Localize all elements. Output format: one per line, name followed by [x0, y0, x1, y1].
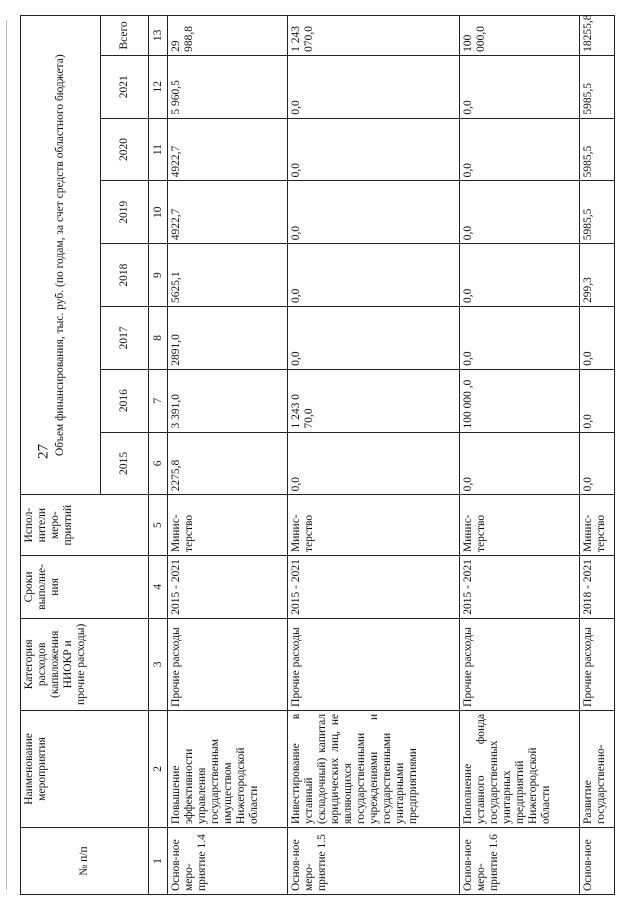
column-number: 2 — [149, 710, 168, 827]
header-year: 2018 — [101, 244, 149, 307]
row-value: 4922,7 — [168, 118, 288, 181]
row-value: 1 243 0 70,0 — [288, 369, 460, 432]
row-value: 0,0 — [460, 118, 580, 181]
row-id: Основ-ное меро-приятие 1.6 — [460, 828, 580, 895]
row-value: 0,0 — [580, 306, 615, 369]
row-activity-name: Развитие государственно- — [580, 710, 615, 827]
header-executors: Испол-нители меро-приятий — [21, 495, 149, 556]
row-total: 100 000,0 — [460, 16, 580, 56]
row-category: Прочие расходы — [460, 618, 580, 710]
row-value: 0,0 — [288, 118, 460, 181]
header-year: 2021 — [101, 55, 149, 118]
row-value: 0,0 — [460, 306, 580, 369]
row-activity-name: Повышение эффективности управления государственным имуществом Нижегородской области — [168, 710, 288, 827]
row-value: 0,0 — [288, 432, 460, 495]
header-year: 2015 — [101, 432, 149, 495]
row-value: 100 000 ,0 — [460, 369, 580, 432]
row-value: 5985,5 — [580, 118, 615, 181]
header-terms: Сроки выполне-ния — [21, 556, 149, 619]
row-term: 2018 - 2021 — [580, 556, 615, 619]
table-row — [580, 16, 615, 895]
column-number: 7 — [149, 369, 168, 432]
header-year: 2019 — [101, 181, 149, 244]
row-value: 3 391,0 — [168, 369, 288, 432]
row-value: 0,0 — [580, 369, 615, 432]
row-value: 0,0 — [288, 306, 460, 369]
column-number: 8 — [149, 306, 168, 369]
row-value: 0,0 — [460, 432, 580, 495]
row-value: 5625,1 — [168, 244, 288, 307]
row-value: 0,0 — [460, 55, 580, 118]
rotated-table-container — [20, 15, 615, 895]
row-activity-name: Инвестирование в уставный (складочный) капитал юридических лиц, не являющихся государственными учреждениями и государственными унитарными предприятиями — [288, 710, 460, 827]
row-term: 2015 - 2021 — [288, 556, 460, 619]
row-value: 5 960,5 — [168, 55, 288, 118]
header-year: 2017 — [101, 306, 149, 369]
row-category: Прочие расходы — [168, 618, 288, 710]
row-total: 18255,8 — [580, 16, 615, 56]
column-number: 5 — [149, 495, 168, 556]
column-number: 6 — [149, 432, 168, 495]
column-number: 12 — [149, 55, 168, 118]
row-value: 0,0 — [288, 244, 460, 307]
column-number: 9 — [149, 244, 168, 307]
row-id: Основ-ное меро-приятие 1.4 — [168, 828, 288, 895]
row-value: 2891,0 — [168, 306, 288, 369]
row-value: 5985,5 — [580, 181, 615, 244]
row-category: Прочие расходы — [288, 618, 460, 710]
table-row — [460, 16, 580, 895]
row-value: 0,0 — [288, 55, 460, 118]
row-value: 0,0 — [460, 244, 580, 307]
column-number: 10 — [149, 181, 168, 244]
row-value: 0,0 — [460, 181, 580, 244]
column-number: 3 — [149, 618, 168, 710]
row-value: 0,0 — [288, 181, 460, 244]
row-activity-name: Пополнение уставного фонда государственных унитарных предприятий Нижегородской области — [460, 710, 580, 827]
row-term: 2015 - 2021 — [168, 556, 288, 619]
column-number: 13 — [149, 16, 168, 56]
header-activity-name: Наименование мероприятия — [21, 710, 149, 827]
row-category: Прочие расходы — [580, 618, 615, 710]
row-id: Основ-ное меро-приятие 1.5 — [288, 828, 460, 895]
row-value: 299,3 — [580, 244, 615, 307]
row-value: 2275,8 — [168, 432, 288, 495]
column-number: 4 — [149, 556, 168, 619]
page-edge-line — [6, 20, 7, 890]
row-term: 2015 - 2021 — [460, 556, 580, 619]
row-executor: Минис-терство — [288, 495, 460, 556]
page-number: 27 — [35, 444, 52, 459]
header-finance-group: Объем финансирования, тыс. руб. (по годам, за счет средств областного бюджета) — [21, 16, 101, 495]
row-executor: Минис-терство — [580, 495, 615, 556]
header-total: Всего — [101, 16, 149, 56]
row-total: 29 988,8 — [168, 16, 288, 56]
column-number: 11 — [149, 118, 168, 181]
table-row — [168, 16, 288, 895]
row-total: 1 243 070,0 — [288, 16, 460, 56]
column-number-row — [149, 16, 168, 895]
header-number: № п/п — [21, 828, 149, 895]
column-number: 1 — [149, 828, 168, 895]
row-value: 5985,5 — [580, 55, 615, 118]
row-id: Основ-ное — [580, 828, 615, 895]
header-row-1 — [21, 16, 101, 895]
row-executor: Минис-терство — [460, 495, 580, 556]
header-year: 2020 — [101, 118, 149, 181]
header-expense-category: Категория расходов (капвложения НИОКР и прочие расходы) — [21, 618, 149, 710]
row-value: 0,0 — [580, 432, 615, 495]
row-value: 4922,7 — [168, 181, 288, 244]
program-activities-table — [20, 15, 615, 895]
header-year: 2016 — [101, 369, 149, 432]
row-executor: Минис-терство — [168, 495, 288, 556]
table-row — [288, 16, 460, 895]
